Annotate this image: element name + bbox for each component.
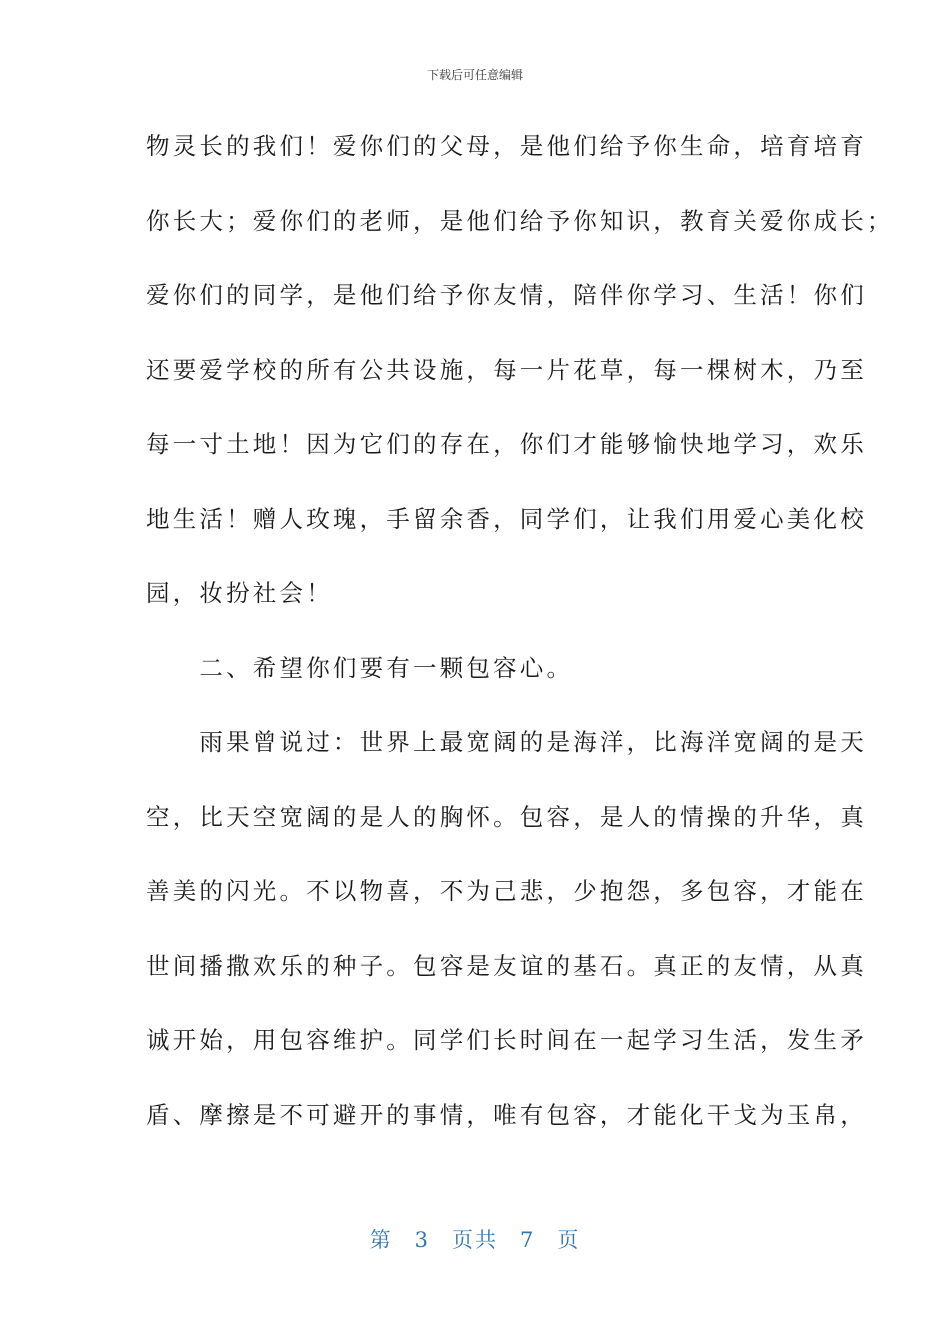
text-line: 你长大；爱你们的老师，是他们给予你知识，教育关爱你成长； [146, 206, 894, 235]
text-line: 园，妆扮社会！ [146, 579, 333, 607]
text-line: 空，比天空宽阔的是人的胸怀。包容，是人的情操的升华，真 [146, 802, 867, 831]
page-header: 下载后可任意编辑 [426, 68, 523, 82]
text-line: 雨果曾说过：世界上最宽阔的是海洋，比海洋宽阔的是天 [146, 728, 867, 756]
footer-middle: 页共 [452, 1228, 498, 1252]
footer-suffix: 页 [557, 1228, 581, 1252]
text-line: 诚开始，用包容维护。同学们长时间在一起学习生活，发生矛 [146, 1026, 867, 1054]
text-line: 善美的闪光。不以物喜，不为己悲，少抱怨，多包容，才能在 [146, 877, 867, 905]
current-page-number: 3 [414, 1228, 430, 1252]
section-heading: 二、希望你们要有一颗包容心。 [146, 653, 574, 682]
text-line: 还要爱学校的所有公共设施，每一片花草，每一棵树木，乃至 [146, 355, 867, 384]
text-line: 每一寸土地！因为它们的存在，你们才能够愉快地学习，欢乐 [146, 430, 867, 458]
text-line: 物灵长的我们！爱你们的父母，是他们给予你生命，培育培育 [146, 132, 867, 160]
text-line: 世间播撒欢乐的种子。包容是友谊的基石。真正的友情，从真 [146, 951, 867, 980]
text-line: 盾、摩擦是不可避开的事情，唯有包容，才能化干戈为玉帛， [146, 1100, 867, 1129]
page-footer [0, 1224, 950, 1254]
text-line: 地生活！赠人玫瑰，手留余香，同学们，让我们用爱心美化校 [146, 504, 867, 533]
footer-prefix: 第 [369, 1228, 393, 1252]
text-line: 爱你们的同学，是他们给予你友情，陪伴你学习、生活！你们 [146, 281, 867, 309]
document-body [146, 128, 894, 1171]
total-pages-number: 7 [520, 1228, 536, 1252]
